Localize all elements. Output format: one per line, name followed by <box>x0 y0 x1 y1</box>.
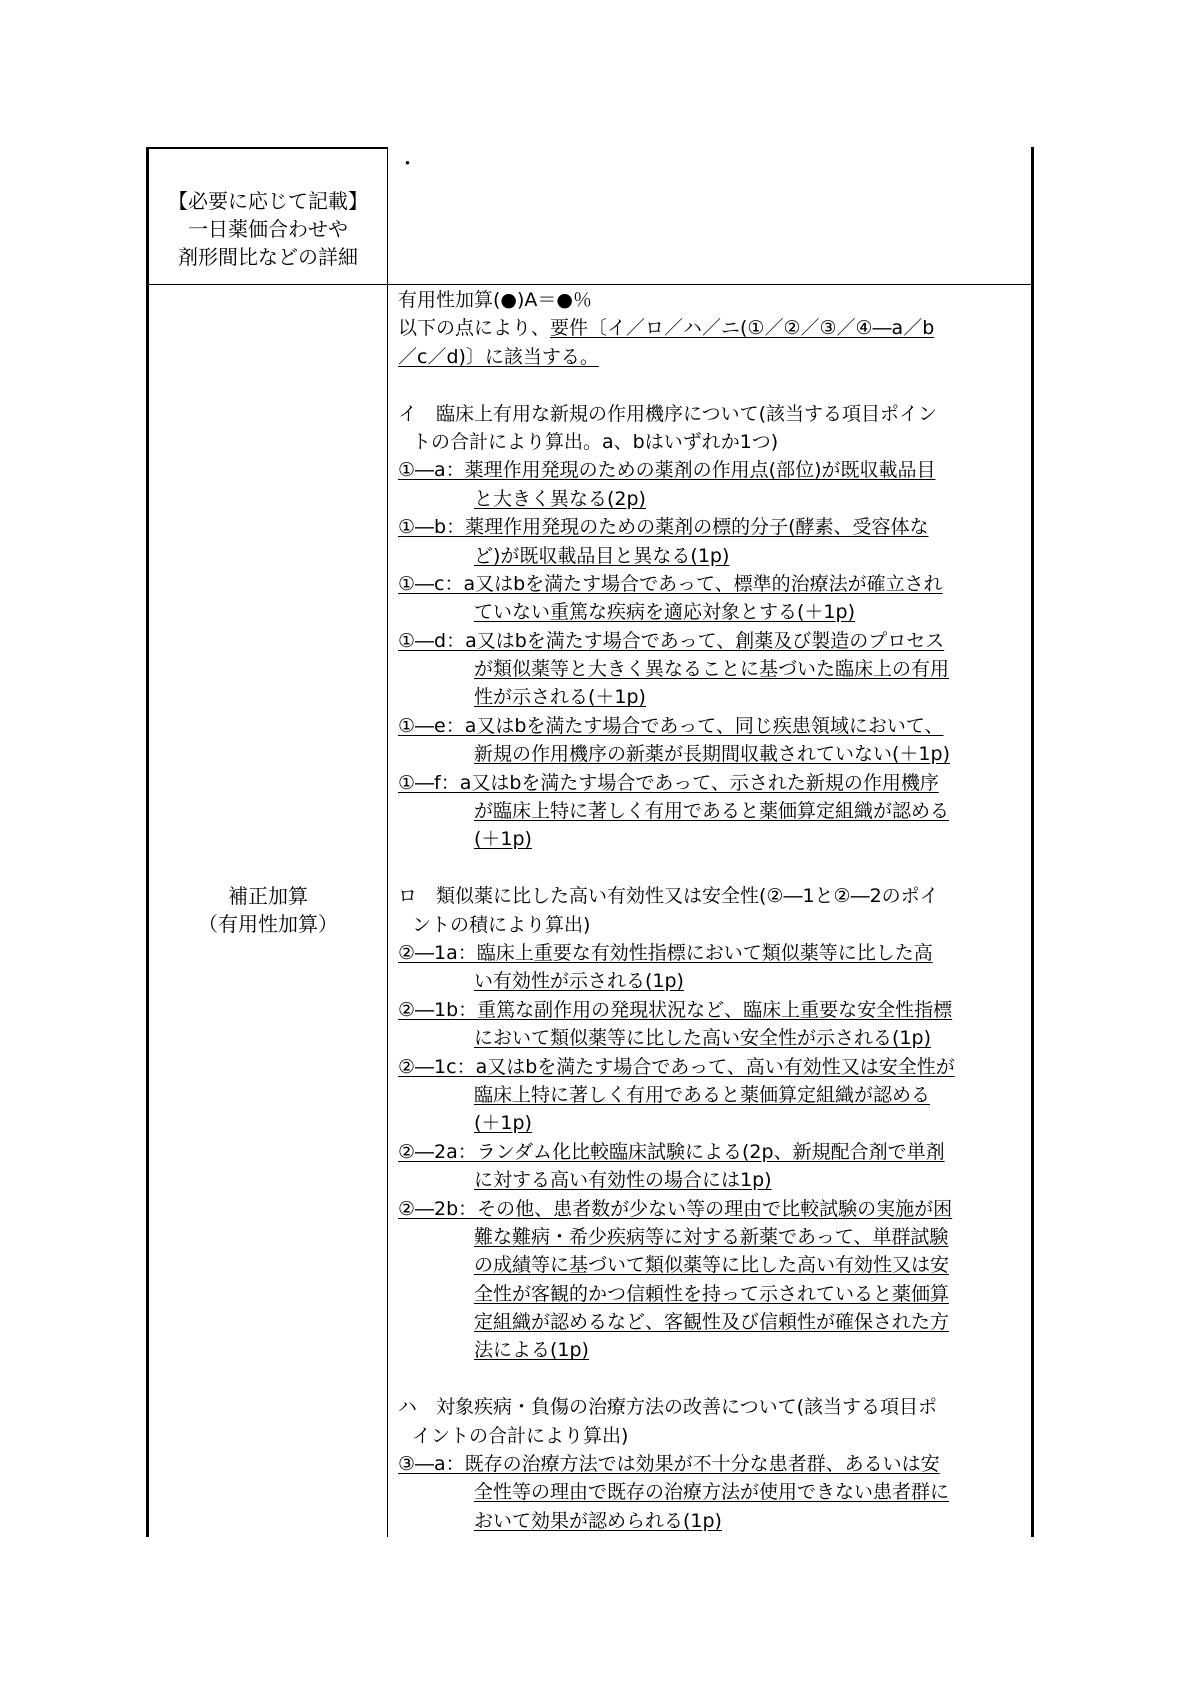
border-right <box>1031 147 1034 1537</box>
item-2-1b: ②―1b：重篤な副作用の発現状況など、臨床上重要な安全性指標 <box>398 998 953 1021</box>
section-i-heading: イ 臨床上有用な新規の作用機序について(該当する項目ポイン <box>398 402 938 425</box>
item-1f-cont: が臨床上特に著しく有用であると薬価算定組織が認める <box>474 800 950 823</box>
row1-content <box>398 150 1023 178</box>
section-ro-heading: ロ 類似薬に比した高い有効性又は安全性(②―1と②―2のポイ <box>398 885 939 908</box>
section-ha-heading: ハ 対象疾病・負傷の治療方法の改善について(該当する項目ポ <box>398 1396 938 1419</box>
item-1d-cont: が類似薬等と大きく異なることに基づいた臨床上の有用 <box>474 658 950 681</box>
row2-label-line: 補正加算 <box>228 884 308 908</box>
row1-label <box>149 187 387 271</box>
item-2-1a-cont: い有効性が示される(1p) <box>474 970 684 993</box>
item-2-2a-cont: に対する高い有効性の場合には1p) <box>474 1169 772 1192</box>
item-2-1a: ②―1a：臨床上重要な有効性指標において類似薬等に比した高 <box>398 941 933 964</box>
section-i-heading: トの合計により算出。a、bはいずれか1つ) <box>412 430 779 453</box>
item-1b-cont: ど)が既収載品目と異なる(1p) <box>474 544 730 567</box>
border-middle <box>387 147 388 1537</box>
item-3a: ③―a：既存の治療方法では効果が不十分な患者群、あるいは安 <box>398 1453 940 1476</box>
row1-label-line: 剤形間比などの詳細 <box>178 245 358 269</box>
item-2-2a: ②―2a：ランダム化比較臨床試験による(2p、新規配合剤で単剤 <box>398 1140 945 1163</box>
item-1a-cont: と大きく異なる(2p) <box>474 487 646 510</box>
item-2-1c: ②―1c：a又はbを満たす場合であって、高い有効性又は安全性が <box>398 1055 955 1078</box>
border-left <box>146 147 149 1537</box>
item-2-2b-cont: 定組織が認めるなど、客観性及び信頼性が確保された方 <box>474 1311 950 1334</box>
item-2-1c-cont: 臨床上特に著しく有用であると薬価算定組織が認める <box>474 1083 931 1106</box>
row1-bullet: ・ <box>398 153 418 175</box>
intro-line-requirements-cont: ／c／d)〕に該当する。 <box>398 345 599 368</box>
item-1f: ①―f：a又はbを満たす場合であって、示された新規の作用機序 <box>398 771 939 794</box>
item-2-2b-cont: の成績等に基づいて類似薬等に比した高い有効性又は安 <box>474 1254 950 1277</box>
item-1c-cont: ていない重篤な疾病を適応対象とする(＋1p) <box>474 601 855 624</box>
intro-line: 有用性加算(●)A＝●％ <box>398 289 592 311</box>
item-1c: ①―c：a又はbを満たす場合であって、標準的治療法が確立され <box>398 572 943 595</box>
item-1b: ①―b：薬理作用発現のための薬剤の標的分子(酵素、受容体な <box>398 516 929 539</box>
row1-label-line: 一日薬価合わせや <box>188 217 348 241</box>
item-1d: ①―d：a又はbを満たす場合であって、創薬及び製造のプロセス <box>398 629 945 652</box>
row2-label-line: （有用性加算） <box>198 912 338 936</box>
item-1e-cont: 新規の作用機序の新薬が長期間収載されていない(＋1p) <box>474 743 950 766</box>
item-3a-cont: 全性等の理由で既存の治療方法が使用できない患者群に <box>474 1481 950 1504</box>
item-1e: ①―e：a又はbを満たす場合であって、同じ疾患領域において、 <box>398 714 944 737</box>
section-ha-heading: イントの合計により算出) <box>412 1424 629 1447</box>
border-row-divider <box>146 284 1034 285</box>
row2-content <box>398 286 1023 1535</box>
item-2-2b-cont: 全性が客観的かつ信頼性を持って示されていると薬価算 <box>474 1282 950 1305</box>
item-2-2b: ②―2b：その他、患者数が少ない等の理由で比較試験の実施が困 <box>398 1197 953 1220</box>
item-2-2b-cont: 難な難病・希少疾病等に対する新薬であって、単群試験 <box>474 1225 949 1248</box>
item-1f-cont: (＋1p) <box>474 828 532 851</box>
item-2-1b-cont: において類似薬等に比した高い安全性が示される(1p) <box>474 1027 931 1050</box>
section-ro-heading: ントの積により算出) <box>412 913 591 936</box>
intro-requirements-text: 以下の点により、要件〔イ／ロ／ハ／ニ(①／②／③／④―a／b <box>398 317 935 340</box>
row1-label-line: 【必要に応じて記載】 <box>168 189 368 213</box>
item-2-2b-cont: 法による(1p) <box>474 1339 589 1362</box>
item-1a: ①―a：薬理作用発現のための薬剤の作用点(部位)が既収載品目 <box>398 459 936 482</box>
row2-label <box>149 882 387 938</box>
item-3a-cont: おいて効果が認められる(1p) <box>474 1509 722 1532</box>
item-2-1c-cont: (＋1p) <box>474 1112 532 1135</box>
border-top-left <box>146 147 388 149</box>
intro-line-requirements <box>398 314 1023 342</box>
item-1d-cont: 性が示される(＋1p) <box>474 686 646 709</box>
